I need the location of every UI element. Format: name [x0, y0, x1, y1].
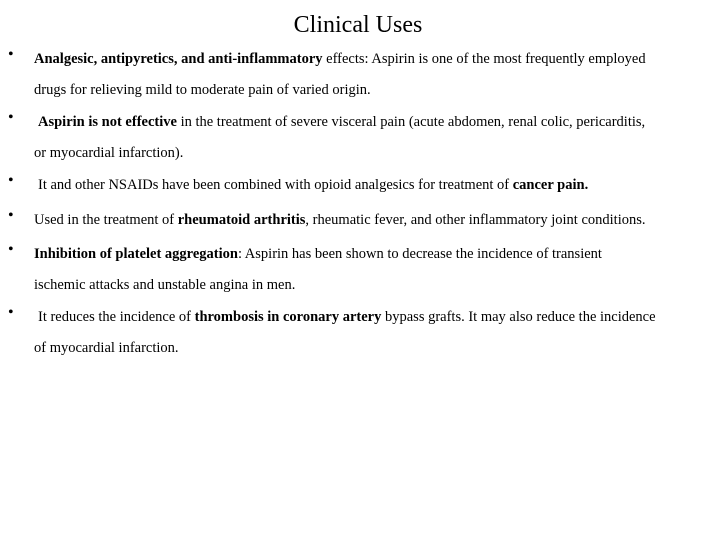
bullet-text: effects: Aspirin is one of the most frequently employed	[322, 51, 646, 67]
bullet-text: , rheumatic fever, and other inflammatory joint conditions.	[305, 212, 646, 228]
bullet-text-line	[38, 171, 718, 200]
bullet-icon: •	[8, 304, 14, 321]
bullet-text: in the treatment of severe visceral pain (acute abdomen, renal colic, pericarditis,	[176, 114, 646, 130]
bullet-bold-text: rheumatoid arthritis	[177, 212, 306, 228]
bullet-icon: •	[8, 207, 14, 224]
bullet-text: .	[584, 177, 589, 193]
bullet-text-line	[38, 303, 718, 332]
bullet-bold-text: thrombosis in coronary artery	[194, 309, 382, 325]
bullet-text: Used in the treatment of	[34, 212, 178, 228]
bullet-text: : Aspirin has been shown to decrease the incidence of transient	[237, 246, 602, 262]
bullet-continuation: drugs for relieving mild to moderate pain of varied origin.	[34, 82, 371, 98]
slide-title: Clinical Uses	[293, 12, 423, 38]
bullet-text: bypass grafts. It may also reduce the incidence	[381, 309, 656, 325]
bullet-text: It reduces the incidence of	[38, 309, 195, 325]
bullet-bold-text: Aspirin is not effective	[38, 114, 177, 130]
bullet-continuation: ischemic attacks and unstable angina in men.	[34, 277, 296, 293]
bullet-text-line	[34, 206, 714, 235]
bullet-text: It and other NSAIDs have been combined with opioid analgesics for treatment of	[38, 177, 513, 193]
bullet-bold-text: Analgesic, antipyretics, and anti-inflammatory	[34, 51, 323, 67]
bullet-text-line	[34, 240, 714, 269]
bullet-text-line	[34, 45, 714, 74]
bullet-icon: •	[8, 109, 14, 126]
bullet-continuation: of myocardial infarction.	[34, 340, 179, 356]
bullet-text-line	[38, 108, 718, 137]
bullet-icon: •	[8, 241, 14, 258]
bullet-bold-text: Inhibition of platelet aggregation	[34, 246, 238, 262]
bullet-bold-text: cancer pain	[512, 177, 585, 193]
bullet-icon: •	[8, 46, 14, 63]
bullet-continuation: or myocardial infarction).	[34, 145, 184, 161]
bullet-icon: •	[8, 172, 14, 189]
